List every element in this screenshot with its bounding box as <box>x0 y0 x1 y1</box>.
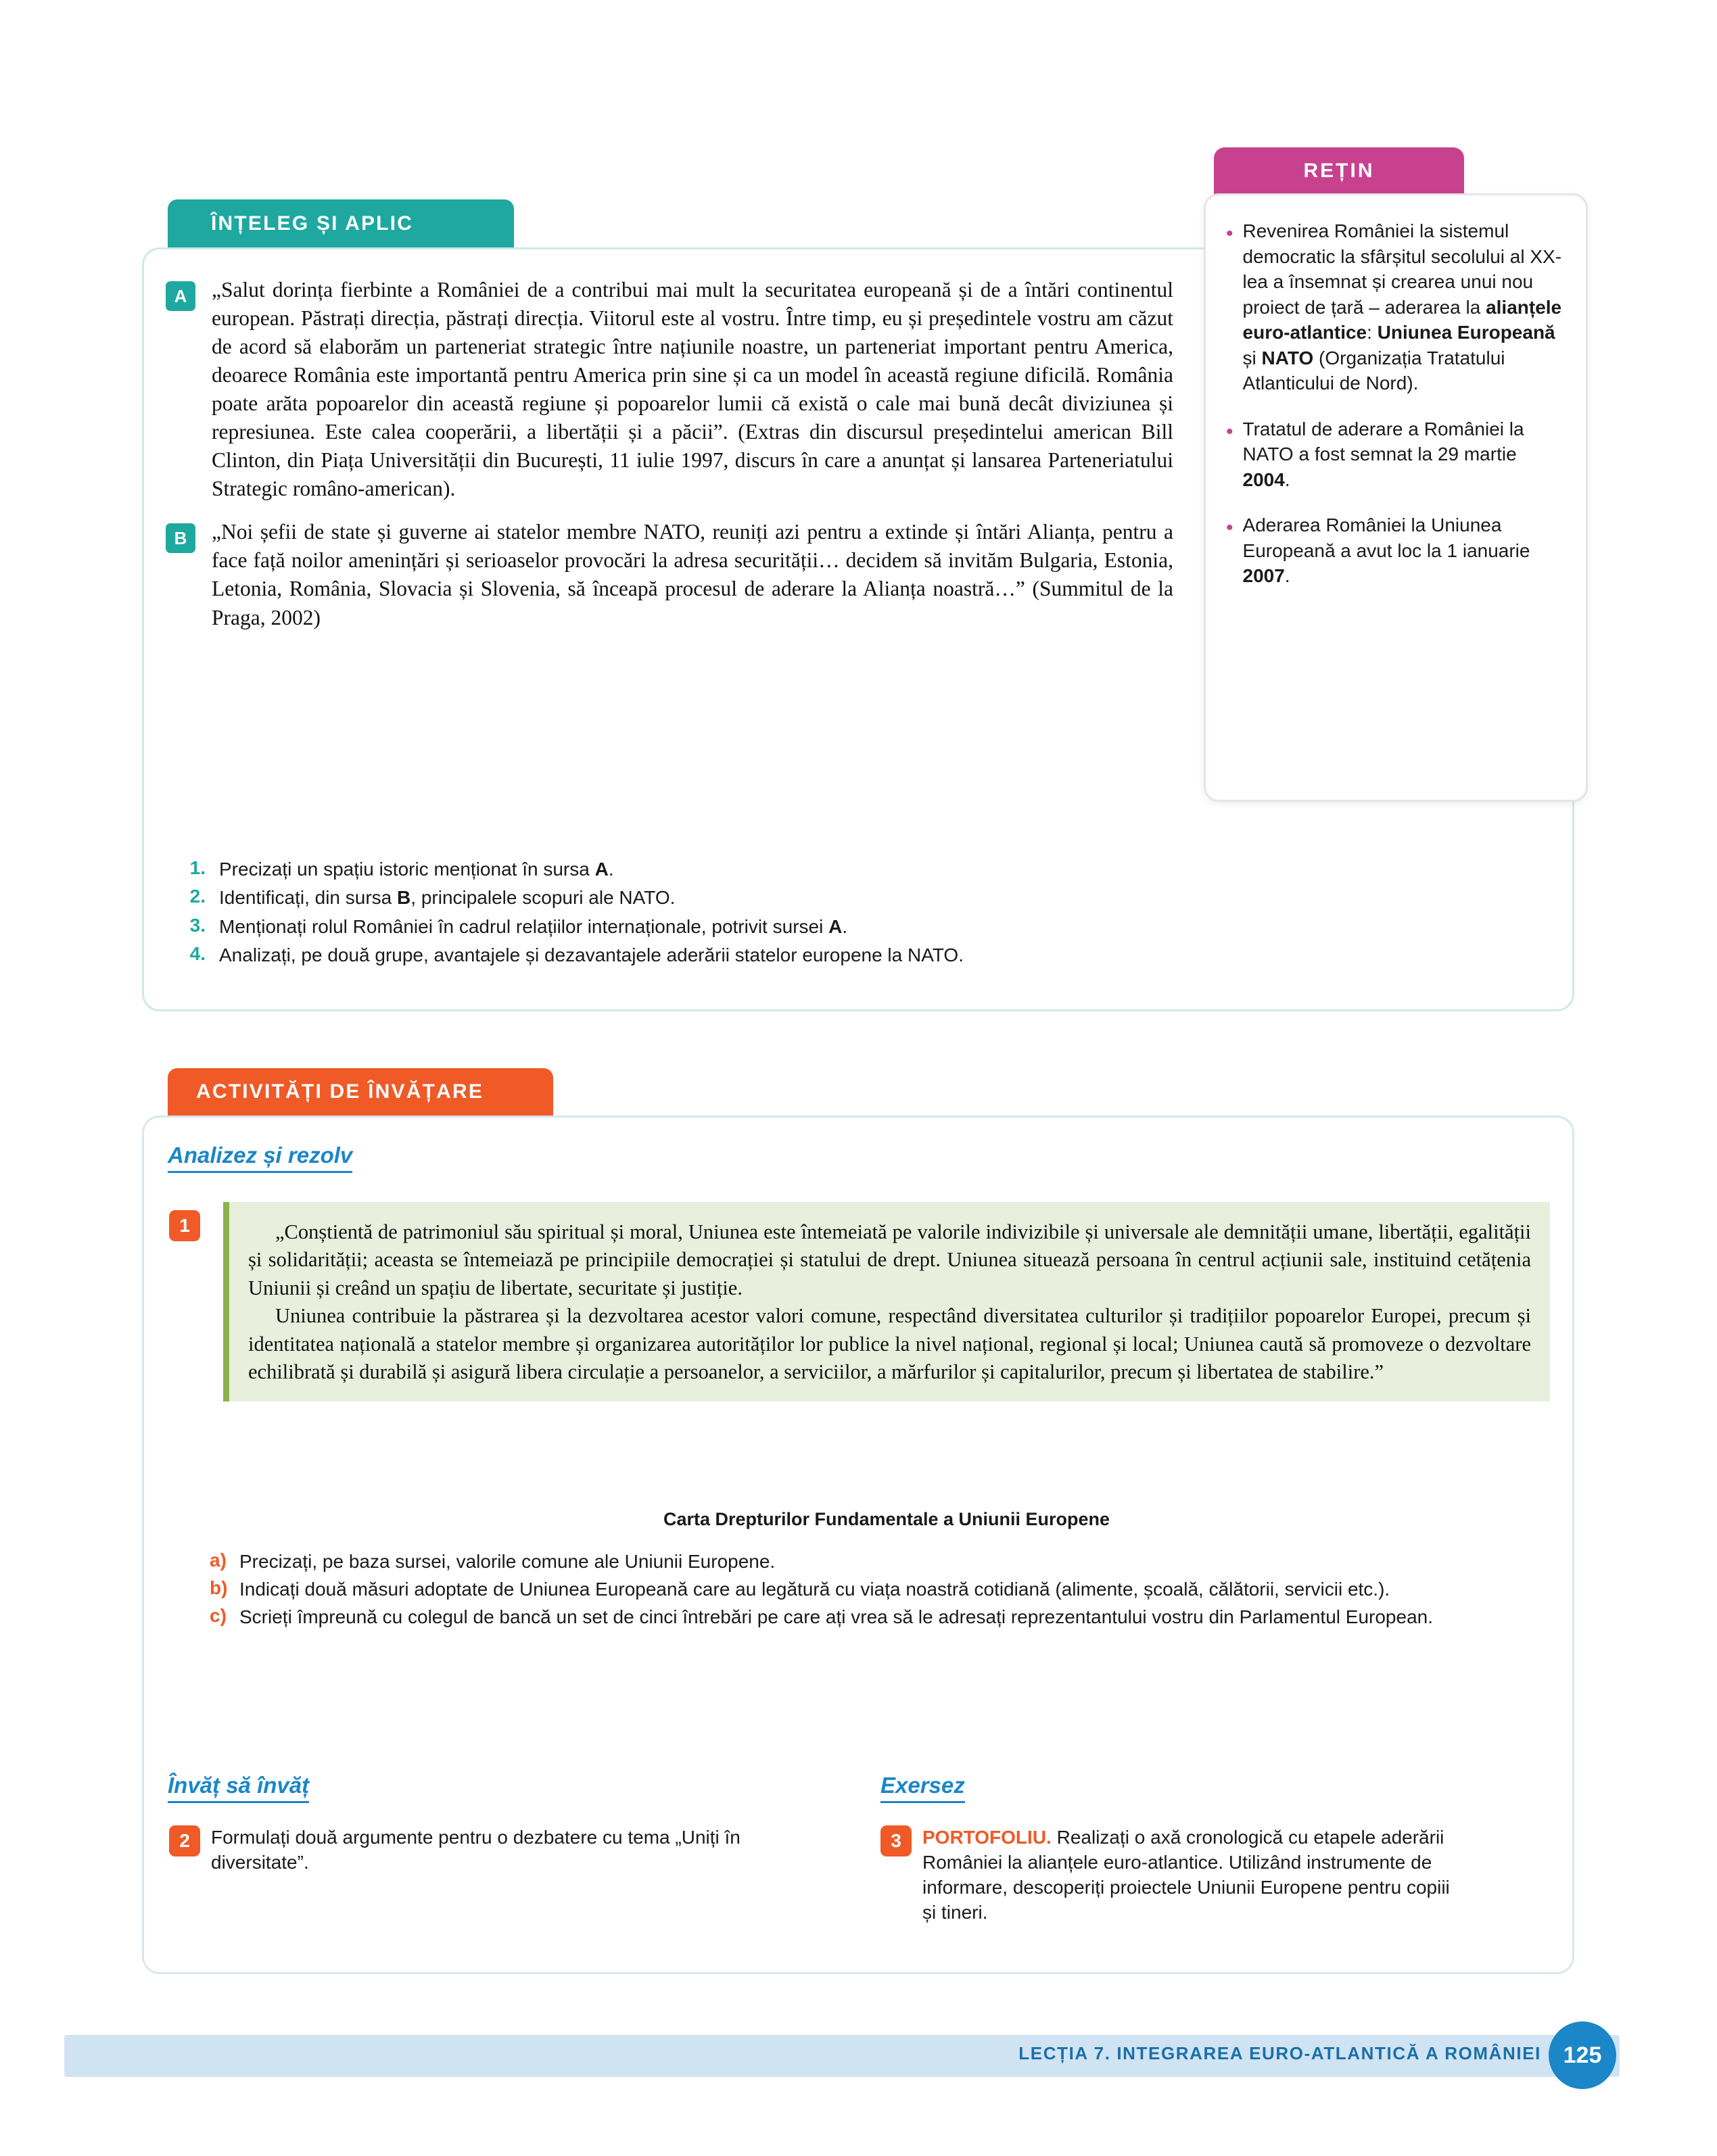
inteleg-sources <box>166 276 1173 647</box>
subsection-heading-invat-sa-invat: Învăț să învăț <box>168 1773 309 1803</box>
question-bold: A <box>594 859 609 880</box>
retin-bold: NATO <box>1261 347 1314 368</box>
task-badge-1: 1 <box>169 1210 200 1241</box>
item-letter: b) <box>210 1577 228 1598</box>
list-item <box>174 915 1459 939</box>
list-item <box>174 886 1459 910</box>
item-letter: a) <box>210 1550 227 1571</box>
source-paragraph: „Conștientă de patrimoniul său spiritual și moral, Uniunea este întemeiată pe valorile indivizibile și universale ale demnității umane, libertății, egalității și solidarității; aceasta se întemeiază pe principiile democrației și statului de drept. Uniunea situează persoana în centrul acțiunii sale, instituind cetățenia Uniunii și creând un spațiu de libertate, securitate și justiție. <box>248 1220 1531 1299</box>
section-tab-inteleg-si-aplic: ÎNȚELEG ȘI APLIC <box>168 199 514 248</box>
list-item <box>210 1605 1555 1630</box>
task-badge-3: 3 <box>880 1825 912 1856</box>
question-number: 4. <box>189 943 206 965</box>
list-item <box>210 1550 1555 1575</box>
item-text: Precizați, pe baza sursei, valorile comune ale Uniunii Europene. <box>239 1551 776 1572</box>
retin-bold: 2004 <box>1242 469 1285 490</box>
bullet-icon: • <box>1226 222 1233 245</box>
source-badge-b: B <box>166 523 195 553</box>
retin-part: . <box>1284 469 1290 490</box>
question-text <box>219 886 675 910</box>
question-number: 1. <box>189 857 206 878</box>
question-suffix: , principalele scopuri ale NATO. <box>410 887 676 909</box>
retin-part: . <box>1284 565 1290 587</box>
subsection-heading-exersez: Exersez <box>880 1773 965 1803</box>
question-number: 2. <box>189 886 206 907</box>
retin-text <box>1243 218 1563 396</box>
retin-card <box>1204 193 1588 802</box>
bullet-icon: • <box>1226 517 1233 540</box>
section-tab-retin: REȚIN <box>1214 147 1464 195</box>
list-item <box>210 1577 1555 1602</box>
source-paragraph: Uniunea contribuie la păstrarea și la dezvoltarea acestor valori comune, respectând diversitatea culturilor și tradițiilor popoarelor Europei, precum și identitatea națională a statelor membre și organizarea autorităților lor publice la nivel național, regional și local; Uniunea caută să promoveze o dezvoltare echilibrată și durabilă și asigură libera circulație a persoanelor, a serviciilor, a mărfurilor și capitalurilor, precum și libertatea de stabilire.” <box>248 1304 1531 1384</box>
footer-lesson-title: LECȚIA 7. INTEGRAREA EURO-ATLANTICĂ A ROMÂNIEI <box>1018 2043 1541 2063</box>
question-number: 3. <box>189 914 206 936</box>
list-item <box>1226 416 1563 493</box>
list-item <box>174 857 1459 882</box>
retin-text <box>1243 512 1563 589</box>
item-text: Scrieți împreună cu colegul de bancă un set de cinci întrebări pe care ați vrea să le adresați reprezentantului vostru din Parlamentul European. <box>239 1606 1433 1627</box>
source-quote-box <box>223 1202 1550 1402</box>
source-block-b <box>166 518 1173 631</box>
portofoliu-label: PORTOFOLIU. <box>922 1827 1052 1848</box>
source-badge-a: A <box>166 281 195 311</box>
list-item <box>1226 218 1563 396</box>
list-item <box>174 943 1459 967</box>
retin-bold: 2007 <box>1242 565 1285 587</box>
retin-part: și <box>1242 347 1262 368</box>
source-text-a: „Salut dorința fierbinte a României de a contribui mai mult la securitatea europeană și de a întări continentul european. Păstrați direcția, păstrați direcția. Viitorul este al vostru. Între timp, eu și președintele vostru am căzut de acord să elaborăm un parteneriat strategic între națiunile noastre, un parteneriat important pentru America, deoarece România este importantă pentru America prin sine și ca un model în această regiune dificilă. România poate arăta popoarelor din această regiune și popoarelor lumii că există o cale mai bună decât diviziunea și represiunea. Este calea cooperării, a libertății și a păcii”. (Extras din discursul președintelui american Bill Clinton, din Piața Universității din București, 11 iulie 1997, discurs în care a anunțat și lansarea Parteneriatului Strategic româno-american). <box>212 278 1173 501</box>
task-1-subitems <box>210 1550 1555 1633</box>
retin-bold: alianțele euro-atlantice <box>1242 296 1562 343</box>
inteleg-question-list <box>174 857 1459 972</box>
retin-part: (Organizația Tratatului Atlanticului de Nord). <box>1242 347 1505 394</box>
retin-bold: Uniunea Europeană <box>1377 322 1555 343</box>
source-caption: Carta Drepturilor Fundamentale a Uniunii Europene <box>663 1509 1110 1529</box>
question-text <box>219 857 614 882</box>
question-prefix: Precizați un spațiu istoric menționat în sursa <box>219 859 595 880</box>
page-number: 125 <box>1549 2021 1616 2089</box>
retin-part: Revenirea României la sistemul democratic la sfârșitul secolului al XX-lea a însemnat și crearea unui nou proiect de țară – aderarea la <box>1242 220 1562 318</box>
question-prefix: Analizați, pe două grupe, avantajele și dezavantajele aderării statelor europene la NATO. <box>219 944 964 966</box>
item-text: Indicați două măsuri adoptate de Uniunea Europeană care au legătură cu viața noastră cotidiană (alimente, școală, călătorii, servicii etc.). <box>239 1578 1390 1600</box>
question-text <box>219 915 847 939</box>
task-2-text: Formulați două argumente pentru o dezbatere cu tema „Uniți în diversitate”. <box>211 1827 740 1873</box>
question-prefix: Identificați, din sursa <box>219 887 398 909</box>
retin-part: Aderarea României la Uniunea Europeană a avut loc la 1 ianuarie <box>1242 514 1530 561</box>
source-block-a <box>166 276 1173 503</box>
subsection-heading-analizez: Analizez și rezolv <box>168 1143 352 1173</box>
question-suffix: . <box>842 915 848 937</box>
retin-part: Tratatul de aderare a României la NATO a fost semnat la 29 martie <box>1242 418 1524 465</box>
bullet-icon: • <box>1226 420 1233 443</box>
section-tab-activitati: ACTIVITĂȚI DE ÎNVĂȚARE <box>168 1068 553 1116</box>
question-prefix: Menționați rolul României în cadrul relațiilor internaționale, potrivit sursei <box>219 915 829 937</box>
question-text <box>219 943 964 967</box>
item-letter: c) <box>210 1604 227 1626</box>
question-suffix: . <box>608 859 614 880</box>
question-bold: B <box>397 887 411 909</box>
question-bold: A <box>828 915 843 937</box>
retin-part: : <box>1367 322 1378 343</box>
task-3-body: Realizați o axă cronologică cu etapele aderării României la alianțele euro-atlantice. Utilizând instrumente de informare, descoperiți proiectele Uniunii Europene pentru copiii și tineri. <box>922 1827 1450 1923</box>
task-3-text <box>922 1825 1457 1925</box>
list-item <box>1226 512 1563 589</box>
source-text-b: „Noi șefii de state și guverne ai statelor membre NATO, reuniți azi pentru a extinde și întări Alianța, pentru a face față noilor amenințări și serioaselor provocări la adresa securității… decidem să invităm Bulgaria, Estonia, Letonia, România, Slovacia și Slovenia, să înceapă procesul de aderare la Alianța noastră…” (Summitul de la Praga, 2002) <box>212 520 1173 629</box>
task-badge-2: 2 <box>169 1825 200 1856</box>
retin-text <box>1243 416 1563 493</box>
